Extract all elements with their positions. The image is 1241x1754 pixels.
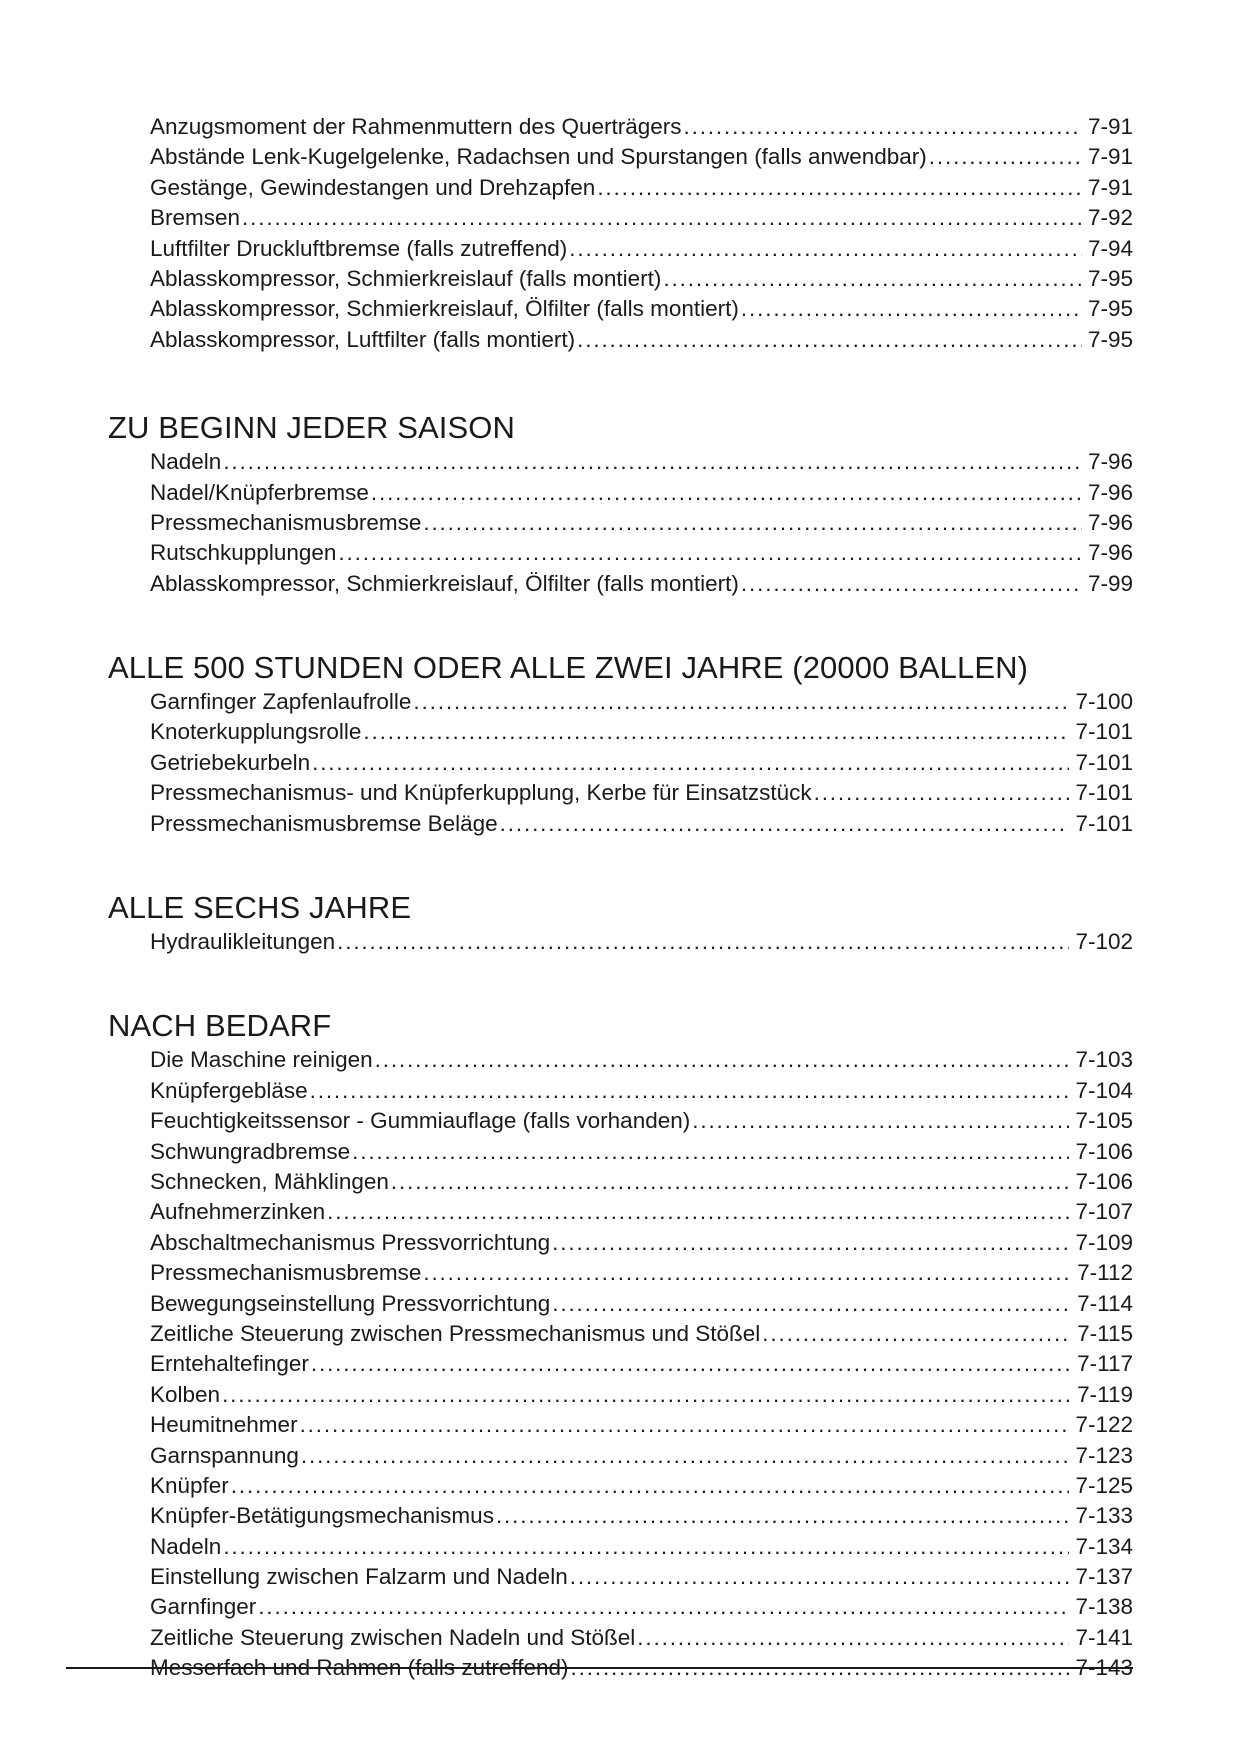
toc-entry[interactable] [150,1137,1133,1167]
dot-leader [741,569,1082,599]
toc-entry-label: Zeitliche Steuerung zwischen Pressmechanismus und Stößel [150,1320,761,1346]
toc-entry-label: Knüpfergebläse [150,1077,308,1103]
dot-leader [258,1592,1069,1622]
toc-entry-page: 7-101 [1075,810,1133,836]
toc-entry-label: Rutschkupplungen [150,540,337,566]
toc-entry-label: Gestänge, Gewindestangen und Drehzapfen [150,174,596,200]
spacer [108,599,1133,649]
dot-leader [496,1501,1070,1531]
toc-entry[interactable] [150,294,1133,324]
toc-entry-page: 7-122 [1075,1412,1133,1438]
toc-entry-page: 7-104 [1075,1077,1133,1103]
toc-entry-page: 7-101 [1075,780,1133,806]
dot-leader [569,234,1082,264]
dot-leader [310,1076,1070,1106]
dot-leader [814,778,1070,808]
toc-entry-label: Pressmechanismusbremse [150,1260,422,1286]
toc-entry[interactable] [150,447,1133,477]
toc-entry[interactable] [150,1380,1133,1410]
toc-entry-label: Knüpfer [150,1472,229,1498]
section-heading: ZU BEGINN JEDER SAISON [108,410,515,446]
toc-entry[interactable] [150,1228,1133,1258]
toc-entry-page: 7-141 [1075,1624,1133,1650]
toc-entry-page: 7-96 [1087,509,1133,535]
toc-entry-label: Garnspannung [150,1442,299,1468]
toc-entry-label: Ablasskompressor, Schmierkreislauf, Ölfilter (falls montiert) [150,570,739,596]
dot-leader [741,294,1082,324]
toc-entry-page: 7-94 [1087,235,1133,261]
toc-entry-page: 7-92 [1087,205,1133,231]
dot-leader [692,1106,1069,1136]
toc-entry[interactable] [150,538,1133,568]
dot-leader [684,112,1082,142]
toc-entry[interactable] [150,748,1133,778]
toc-entry[interactable] [150,1471,1133,1501]
toc-entry-page: 7-99 [1087,570,1133,596]
toc-entry-label: Bewegungseinstellung Pressvorrichtung [150,1290,551,1316]
toc-entry-label: Hydraulikleitungen [150,929,336,955]
footer-rule [66,1667,1133,1669]
toc-entry-page: 7-96 [1087,449,1133,475]
toc-entry-label: Garnfinger [150,1594,257,1620]
toc-entry-label: Erntehaltefinger [150,1351,309,1377]
dot-leader [231,1471,1070,1501]
dot-leader [371,478,1082,508]
toc-section-continuation [108,112,1133,355]
toc-entry-page: 7-96 [1087,540,1133,566]
toc-entry-label: Kolben [150,1381,221,1407]
toc-entry-page: 7-114 [1077,1290,1133,1316]
toc-entry[interactable] [150,1441,1133,1471]
toc-entry-page: 7-101 [1075,749,1133,775]
toc-entry-page: 7-91 [1087,174,1133,200]
toc-entry-label: Pressmechanismusbremse Beläge [150,810,498,836]
toc-entry-page: 7-106 [1075,1168,1133,1194]
toc-entry[interactable] [150,1197,1133,1227]
toc-entry[interactable] [150,173,1133,203]
toc-entry[interactable] [150,1289,1133,1319]
toc-entry-label: Abstände Lenk-Kugelgelenke, Radachsen und Spurstangen (falls anwendbar) [150,144,927,170]
toc-entry[interactable] [150,1349,1133,1379]
toc-entry-page: 7-106 [1075,1138,1133,1164]
toc-entry-label: Knoterkupplungsrolle [150,719,362,745]
dot-leader [597,173,1082,203]
toc-entry[interactable] [150,1167,1133,1197]
toc-entry-page: 7-96 [1087,479,1133,505]
toc-entry-label: Knüpfer-Betätigungsmechanismus [150,1503,494,1529]
toc-entry[interactable] [150,1076,1133,1106]
dot-leader [223,1532,1069,1562]
toc-entry-page: 7-115 [1077,1320,1133,1346]
toc-entry[interactable] [150,1562,1133,1592]
spacer [108,355,1133,409]
toc-entry-label: Zeitliche Steuerung zwischen Nadeln und Stößel [150,1624,636,1650]
dot-leader [570,1562,1070,1592]
toc-entry-label: Schnecken, Mähklingen [150,1168,389,1194]
toc-entry[interactable] [150,264,1133,294]
toc-entry[interactable] [150,234,1133,264]
dot-leader [413,687,1069,717]
toc-entry[interactable] [150,1106,1133,1136]
toc-entry[interactable] [150,508,1133,538]
toc-entry-page: 7-143 [1075,1655,1133,1681]
toc-entry-page: 7-134 [1075,1533,1133,1559]
toc-entry-page: 7-105 [1075,1108,1133,1134]
toc-entry[interactable] [150,1258,1133,1288]
dot-leader [552,1228,1069,1258]
toc-entry-label: Ablasskompressor, Luftfilter (falls montiert) [150,326,576,352]
toc-entry-page: 7-119 [1077,1381,1133,1407]
dot-leader [242,203,1082,233]
dot-leader [391,1167,1070,1197]
toc-entry-label: Aufnehmerzinken [150,1199,326,1225]
toc-entry[interactable] [150,569,1133,599]
toc-entry[interactable] [150,478,1133,508]
toc-entry[interactable] [150,927,1133,957]
toc-entry-label: Ablasskompressor, Schmierkreislauf, Ölfilter (falls montiert) [150,296,739,322]
section-heading: ALLE 500 STUNDEN ODER ALLE ZWEI JAHRE (20000 BALLEN) [108,650,1029,686]
dot-leader [423,1258,1071,1288]
dot-leader [637,1623,1069,1653]
toc-entry-label: Einstellung zwischen Falzarm und Nadeln [150,1564,568,1590]
toc-entry-page: 7-95 [1087,326,1133,352]
dot-leader [223,447,1082,477]
toc-entry[interactable] [150,112,1133,142]
toc-entry-page: 7-91 [1087,144,1133,170]
dot-leader [552,1289,1071,1319]
toc-section-season-start [108,447,1133,599]
spacer [108,839,1133,889]
dot-leader [338,538,1082,568]
dot-leader [300,1410,1070,1440]
dot-leader [352,1137,1069,1167]
dot-leader [500,809,1070,839]
toc-entry-label: Abschaltmechanismus Pressvorrichtung [150,1229,551,1255]
toc-entry-label: Schwungradbremse [150,1138,351,1164]
toc-entry-label: Die Maschine reinigen [150,1047,373,1073]
toc-entry-label: Pressmechanismusbremse [150,509,422,535]
toc-entry-page: 7-95 [1087,265,1133,291]
dot-leader [327,1197,1069,1227]
toc-entry-page: 7-91 [1087,114,1133,139]
toc-entry[interactable] [150,687,1133,717]
toc-entry-page: 7-103 [1075,1047,1133,1073]
toc-section-as-needed [108,1045,1133,1683]
toc-entry-label: Bremsen [150,205,241,231]
toc-entry-page: 7-123 [1075,1442,1133,1468]
toc-entry[interactable] [150,778,1133,808]
toc-entry[interactable] [150,717,1133,747]
toc-entry[interactable] [150,1501,1133,1531]
toc-entry-label: Garnfinger Zapfenlaufrolle [150,689,412,715]
toc-entry-page: 7-95 [1087,296,1133,322]
toc-entry-page: 7-117 [1077,1351,1133,1377]
toc-entry[interactable] [150,325,1133,355]
section-heading: NACH BEDARF [108,1008,332,1044]
toc-entry-label: Luftfilter Druckluftbremse (falls zutreffend) [150,235,568,261]
toc-entry[interactable] [150,809,1133,839]
toc-entry-label: Messerfach und Rahmen (falls zutreffend) [150,1655,569,1681]
toc-entry[interactable] [150,1532,1133,1562]
dot-leader [311,1349,1071,1379]
toc-entry-label: Nadeln [150,449,222,475]
toc-entry-label: Pressmechanismus- und Knüpferkupplung, Kerbe für Einsatzstück [150,780,812,806]
toc-entry-label: Heumitnehmer [150,1412,298,1438]
toc-section-six-years [108,927,1133,957]
toc-entry-page: 7-112 [1077,1260,1133,1286]
toc-entry-page: 7-109 [1075,1229,1133,1255]
toc-entry-page: 7-133 [1075,1503,1133,1529]
dot-leader [301,1441,1070,1471]
toc-entry-page: 7-101 [1075,719,1133,745]
toc-section-500-hours [108,687,1133,839]
toc-entry-page: 7-125 [1075,1472,1133,1498]
dot-leader [375,1045,1070,1075]
toc-entry[interactable] [150,1623,1133,1653]
dot-leader [363,717,1069,747]
toc-entry-label: Nadel/Knüpferbremse [150,479,369,505]
toc-entry-label: Feuchtigkeitssensor - Gummiauflage (falls vorhanden) [150,1108,691,1134]
toc-entry-label: Anzugsmoment der Rahmenmuttern des Querträgers [150,114,682,139]
toc-entry-page: 7-138 [1075,1594,1133,1620]
toc-entry[interactable] [150,1045,1133,1075]
section-heading: ALLE SECHS JAHRE [108,890,412,926]
table-of-contents [108,112,1133,1684]
dot-leader [312,748,1069,778]
dot-leader [337,927,1069,957]
toc-entry[interactable] [150,1592,1133,1622]
dot-leader [222,1380,1071,1410]
dot-leader [762,1319,1071,1349]
toc-entry[interactable] [150,203,1133,233]
toc-entry-page: 7-100 [1075,689,1133,715]
toc-entry-page: 7-137 [1075,1564,1133,1590]
toc-entry[interactable] [150,1319,1133,1349]
toc-entry-label: Ablasskompressor, Schmierkreislauf (falls montiert) [150,265,662,291]
toc-entry-page: 7-102 [1075,929,1133,955]
dot-leader [423,508,1082,538]
toc-entry-label: Nadeln [150,1533,222,1559]
toc-entry[interactable] [150,1410,1133,1440]
spacer [108,957,1133,1007]
toc-entry-page: 7-107 [1075,1199,1133,1225]
dot-leader [577,325,1082,355]
dot-leader [929,142,1082,172]
toc-entry[interactable] [150,142,1133,172]
toc-entry-label: Getriebekurbeln [150,749,311,775]
dot-leader [663,264,1082,294]
